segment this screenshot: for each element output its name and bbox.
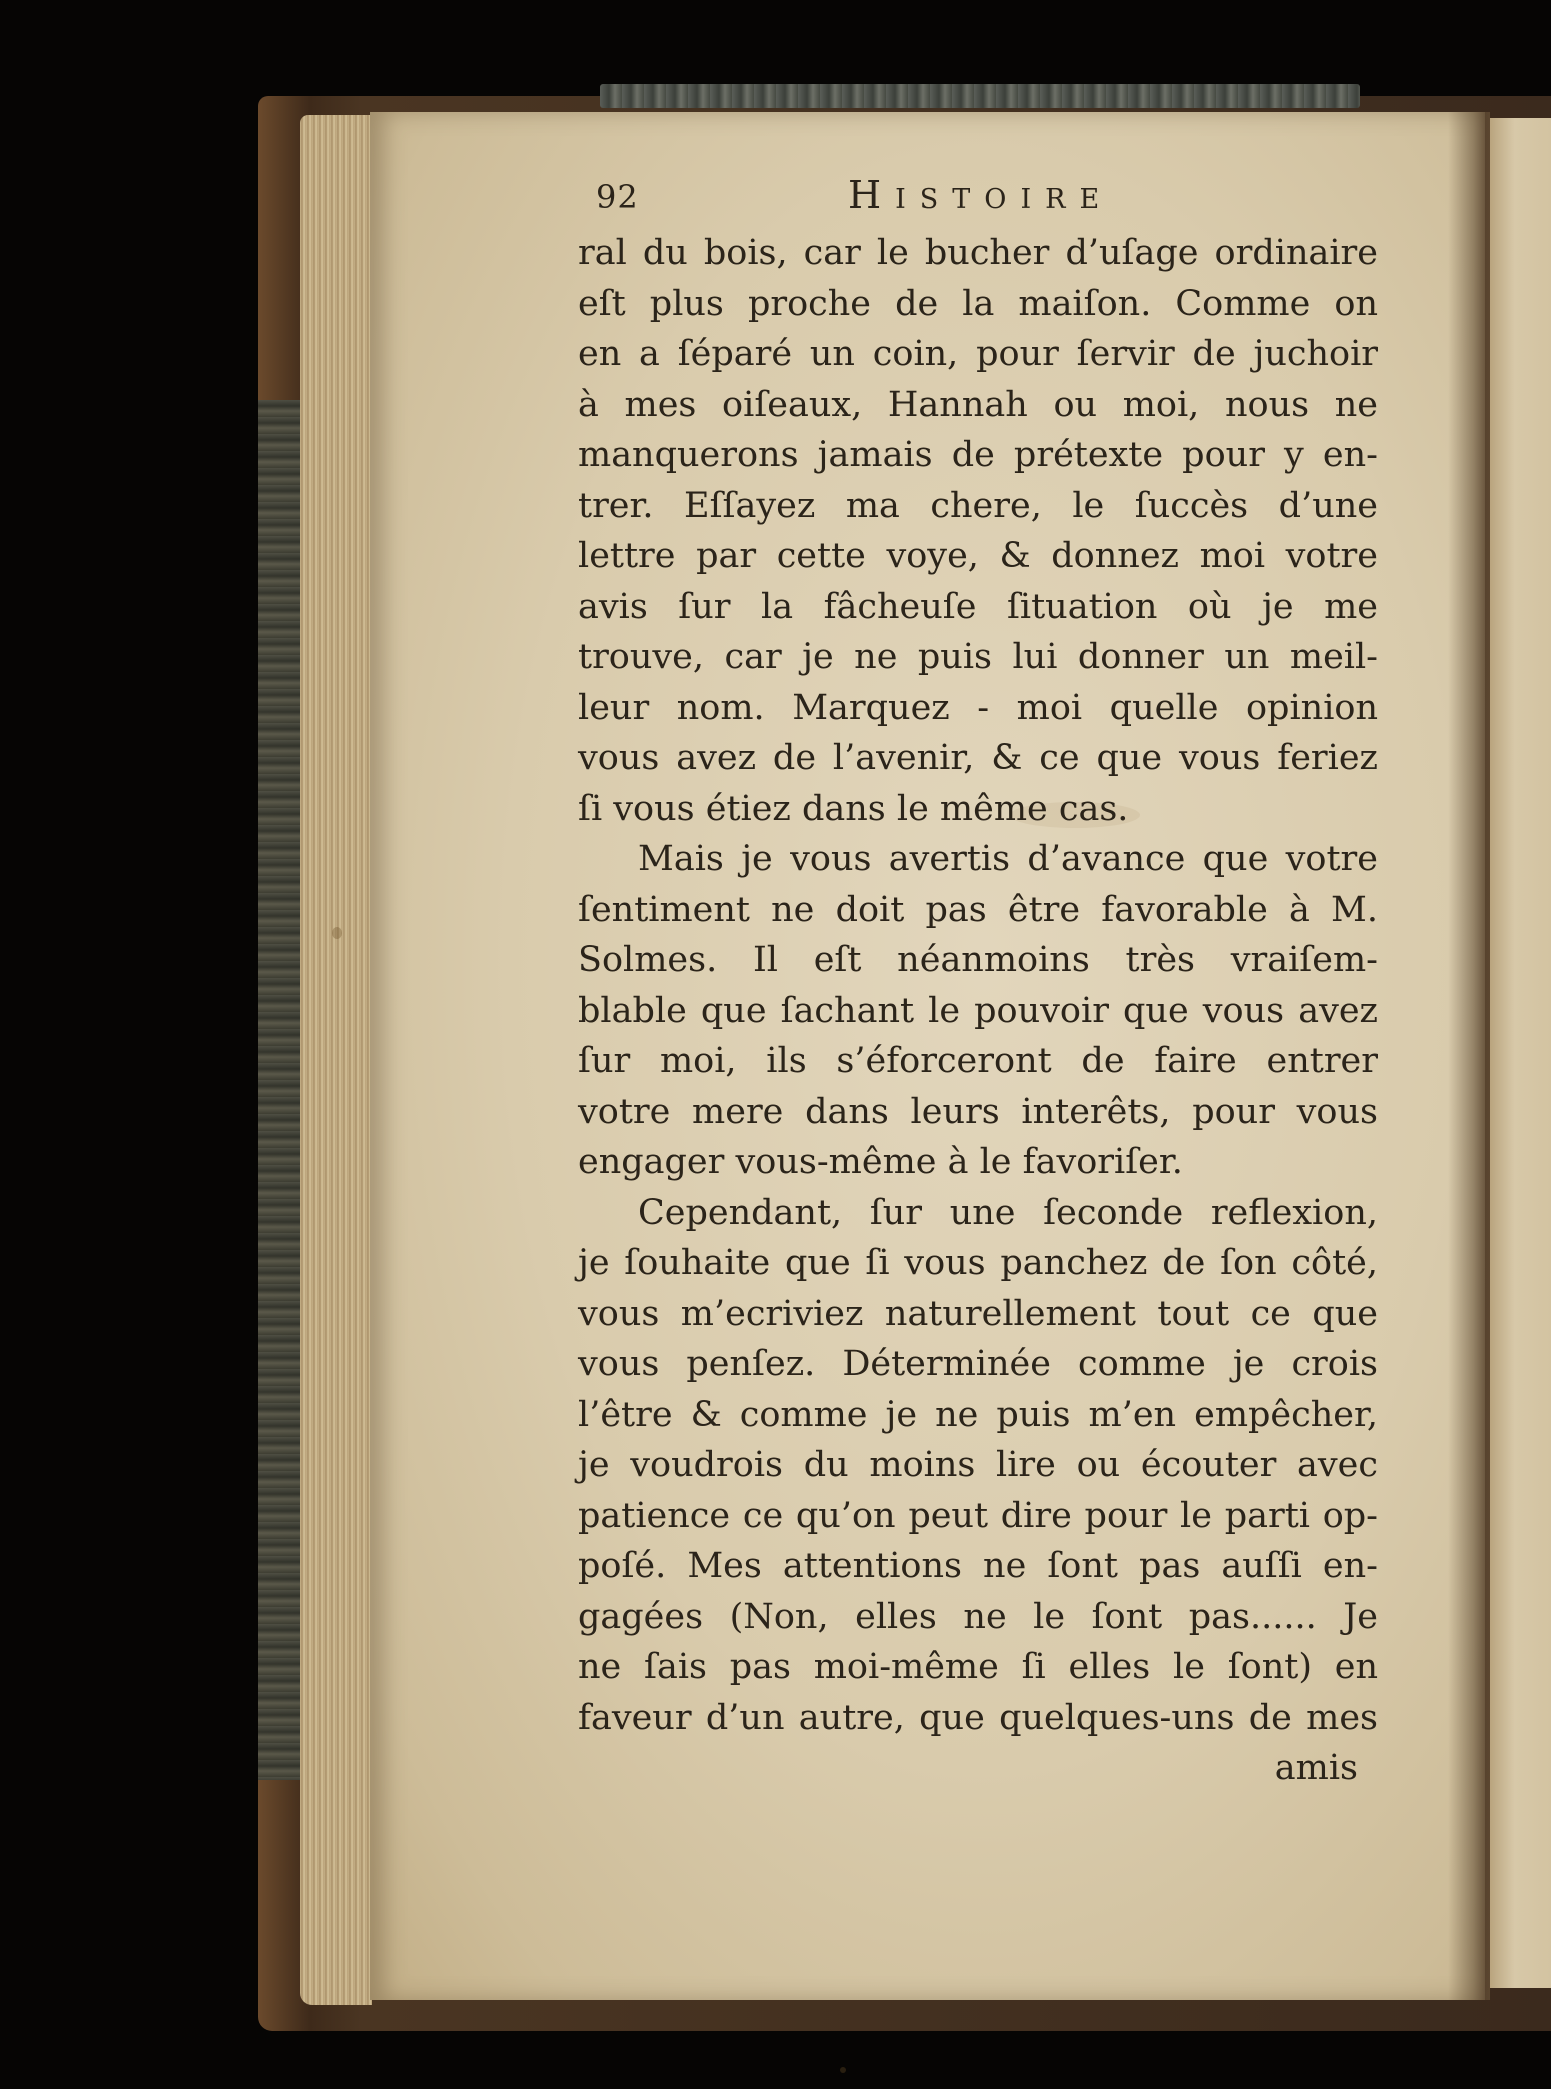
text-line: je ſouhaite que ſi vous panchez de ſon côté, — [578, 1243, 1378, 1283]
foxing-spot — [332, 927, 342, 939]
text-line: blable que ſachant le pouvoir que vous avez — [578, 990, 1378, 1031]
paragraph-3 — [578, 1188, 1378, 1744]
running-title: Histoire — [848, 173, 1114, 217]
text-line: vous m’ecriviez naturellement tout ce que — [578, 1293, 1378, 1334]
catchword: amis — [1274, 1748, 1358, 1788]
text-line: manquerons jamais de prétexte pour y en- — [578, 435, 1378, 475]
text-line: Mais je vous avertis d’avance que votre — [638, 839, 1378, 879]
text-line: à mes oiſeaux, Hannah ou moi, nous ne — [578, 384, 1378, 425]
text-line: trouve, car je ne puis lui donner un meil- — [578, 637, 1378, 677]
paragraph-1 — [578, 228, 1378, 834]
text-line: ſur moi, ils s’éforceront de faire entrer — [578, 1041, 1378, 1081]
text-line: ral du bois, car le bucher d’uſage ordinaire — [578, 233, 1378, 273]
text-line: vous penſez. Déterminée comme je crois — [578, 1344, 1378, 1384]
text-line: poſé. Mes attentions ne ſont pas auſſi en- — [578, 1546, 1378, 1586]
text-line: patience ce qu’on peut dire pour le parti op- — [578, 1495, 1378, 1536]
running-head — [578, 168, 1378, 228]
text-line: faveur d’un autre, que quelques-uns de mes — [578, 1697, 1378, 1738]
paragraph-2 — [578, 834, 1378, 1188]
text-line: gagées (Non, elles ne le ſont pas...... Je — [578, 1596, 1378, 1637]
text-line: ne ſais pas moi-même ſi elles le ſont) en — [578, 1647, 1378, 1687]
text-line: Cependant, ſur une ſeconde reflexion, — [638, 1192, 1378, 1233]
page-number: 92 — [596, 178, 639, 216]
text-line: Solmes. Il eſt néanmoins très vraiſem- — [578, 940, 1378, 980]
page-gutter — [1448, 112, 1490, 2000]
text-line: engager vous-même à le favoriſer. — [578, 1142, 1183, 1182]
text-line: trer. Eſſayez ma chere, le ſuccès d’une — [578, 485, 1378, 526]
text-line: lettre par cette voye, & donnez moi votre — [578, 536, 1378, 576]
facing-page-edge — [1490, 118, 1551, 1988]
text-line: eſt plus proche de la maiſon. Comme on — [578, 283, 1378, 324]
page-text — [578, 168, 1378, 1794]
text-line: je voudrois du moins lire ou écouter avec — [578, 1445, 1378, 1485]
page-edges — [300, 115, 372, 2005]
worn-cover-edge — [258, 400, 302, 1780]
text-line: leur nom. Marquez - moi quelle opinion — [578, 687, 1378, 728]
text-line: l’être & comme je ne puis m’en empêcher, — [578, 1394, 1378, 1435]
text-line: ſentiment ne doit pas être favorable à M. — [578, 889, 1378, 930]
foxing-spot — [840, 2067, 846, 2073]
text-line: vous avez de l’avenir, & ce que vous feriez — [578, 738, 1378, 778]
binding-top-edge — [600, 84, 1360, 108]
text-line: ſi vous étiez dans le même cas. — [578, 788, 1129, 829]
text-line: en a ſéparé un coin, pour ſervir de juchoir — [578, 334, 1378, 374]
text-line: votre mere dans leurs interêts, pour vous — [578, 1091, 1378, 1132]
text-line: avis ſur la fâcheuſe ſituation où je me — [578, 586, 1378, 627]
